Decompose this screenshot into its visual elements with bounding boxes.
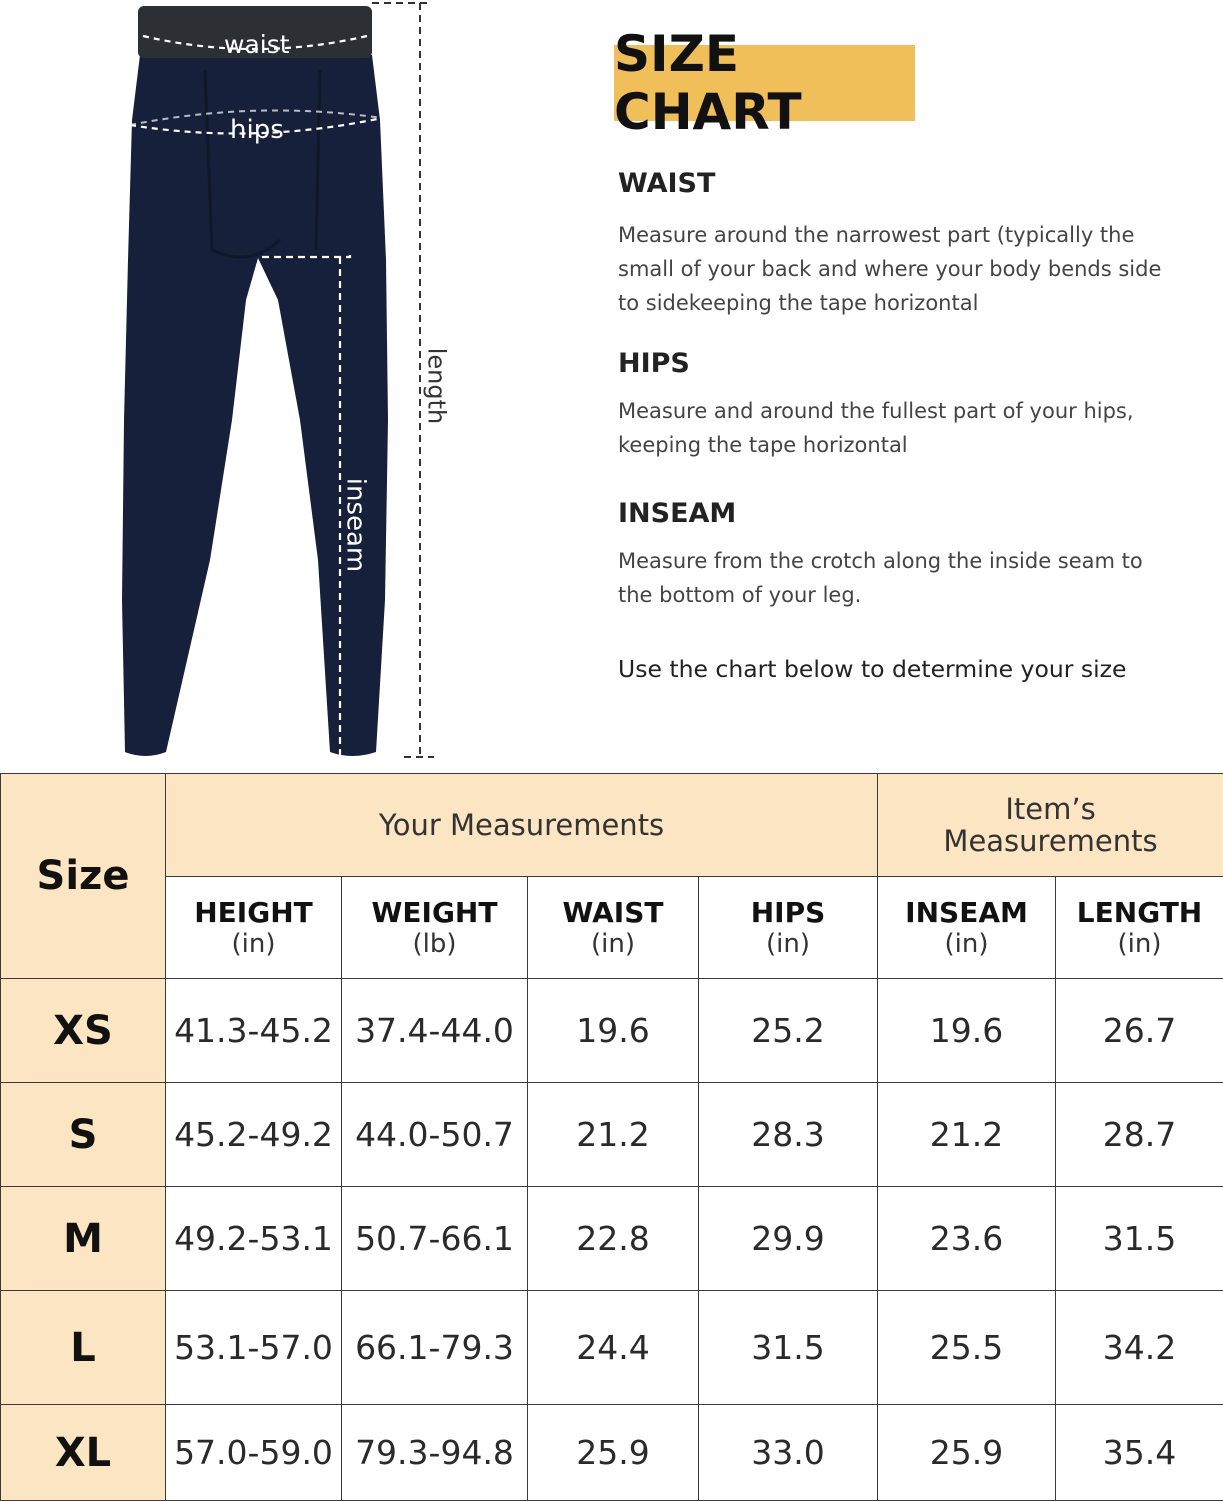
waist-header-unit: (in) [528, 929, 698, 959]
inseam-heading: INSEAM [618, 498, 736, 529]
length-header-unit: (in) [1056, 929, 1223, 959]
inseam-cell: 23.6 [878, 1187, 1056, 1291]
inseam-header-label: INSEAM [878, 897, 1055, 929]
inseam-header-unit: (in) [878, 929, 1055, 959]
height-cell: 49.2-53.1 [166, 1187, 342, 1291]
height-column-header [166, 877, 342, 979]
hips-description [618, 394, 1178, 462]
inseam-label: inseam [340, 478, 370, 573]
size-cell: XS [1, 979, 166, 1083]
weight-header-unit: (lb) [342, 929, 527, 959]
waist-header-label: WAIST [528, 897, 698, 929]
inseam-cell: 21.2 [878, 1083, 1056, 1187]
size-instruction: Use the chart below to determine your size [618, 655, 1126, 683]
size-cell: S [1, 1083, 166, 1187]
table-row [1, 1291, 1223, 1405]
leggings-shape [122, 55, 388, 756]
your-measurements-header: Your Measurements [166, 774, 878, 877]
page-title: SIZE CHART [614, 25, 915, 141]
hips-column-header [699, 877, 878, 979]
weight-cell: 37.4-44.0 [342, 979, 528, 1083]
size-column-header: Size [1, 774, 166, 979]
height-cell: 41.3-45.2 [166, 979, 342, 1083]
inseam-cell: 25.9 [878, 1405, 1056, 1501]
waist-cell: 22.8 [528, 1187, 699, 1291]
table-row [1, 1083, 1223, 1187]
item-header-line-2: Measurements [878, 825, 1223, 857]
table-row [1, 1405, 1223, 1501]
length-cell: 31.5 [1056, 1187, 1223, 1291]
weight-cell: 79.3-94.8 [342, 1405, 528, 1501]
item-measurements-header [878, 774, 1223, 877]
inseam-cell: 25.5 [878, 1291, 1056, 1405]
hips-cell: 29.9 [699, 1187, 878, 1291]
length-cell: 35.4 [1056, 1405, 1223, 1501]
table-row [1, 979, 1223, 1083]
hips-cell: 33.0 [699, 1405, 878, 1501]
size-cell: XL [1, 1405, 166, 1501]
hips-line-1: Measure and around the fullest part of your hips, [618, 394, 1178, 428]
table-row [1, 1187, 1223, 1291]
hips-cell: 25.2 [699, 979, 878, 1083]
hips-header-label: HIPS [699, 897, 877, 929]
size-table [0, 773, 1223, 1501]
hips-header-unit: (in) [699, 929, 877, 959]
waist-line-3: to sidekeeping the tape horizontal [618, 286, 1178, 320]
length-header-label: LENGTH [1056, 897, 1223, 929]
weight-cell: 66.1-79.3 [342, 1291, 528, 1405]
weight-cell: 50.7-66.1 [342, 1187, 528, 1291]
leggings-illustration [0, 0, 600, 770]
hips-label: hips [230, 115, 284, 145]
waist-column-header [528, 877, 699, 979]
waist-label: waist [224, 30, 290, 59]
waist-cell: 21.2 [528, 1083, 699, 1187]
inseam-description [618, 544, 1178, 612]
table-group-header-row [1, 774, 1223, 877]
height-header-label: HEIGHT [166, 897, 341, 929]
length-label: length [422, 348, 450, 425]
height-cell: 53.1-57.0 [166, 1291, 342, 1405]
hips-cell: 31.5 [699, 1291, 878, 1405]
hips-cell: 28.3 [699, 1083, 878, 1187]
waist-line-2: small of your back and where your body bends side [618, 252, 1178, 286]
hips-line-2: keeping the tape horizontal [618, 428, 1178, 462]
height-cell: 57.0-59.0 [166, 1405, 342, 1501]
weight-column-header [342, 877, 528, 979]
length-cell: 28.7 [1056, 1083, 1223, 1187]
table-column-header-row [1, 877, 1223, 979]
height-cell: 45.2-49.2 [166, 1083, 342, 1187]
waist-line-1: Measure around the narrowest part (typically the [618, 218, 1178, 252]
weight-cell: 44.0-50.7 [342, 1083, 528, 1187]
length-cell: 34.2 [1056, 1291, 1223, 1405]
inseam-line-1: Measure from the crotch along the inside seam to [618, 544, 1178, 578]
item-header-line-1: Item’s [878, 793, 1223, 825]
waist-heading: WAIST [618, 168, 715, 199]
inseam-line-2: the bottom of your leg. [618, 578, 1178, 612]
size-cell: L [1, 1291, 166, 1405]
length-cell: 26.7 [1056, 979, 1223, 1083]
inseam-column-header [878, 877, 1056, 979]
waist-cell: 24.4 [528, 1291, 699, 1405]
size-cell: M [1, 1187, 166, 1291]
weight-header-label: WEIGHT [342, 897, 527, 929]
height-header-unit: (in) [166, 929, 341, 959]
inseam-cell: 19.6 [878, 979, 1056, 1083]
size-chart-title-box [614, 45, 915, 121]
length-column-header [1056, 877, 1223, 979]
waist-description [618, 218, 1178, 320]
waist-cell: 19.6 [528, 979, 699, 1083]
waist-cell: 25.9 [528, 1405, 699, 1501]
leggings-drawing [0, 0, 600, 770]
hips-heading: HIPS [618, 348, 690, 379]
